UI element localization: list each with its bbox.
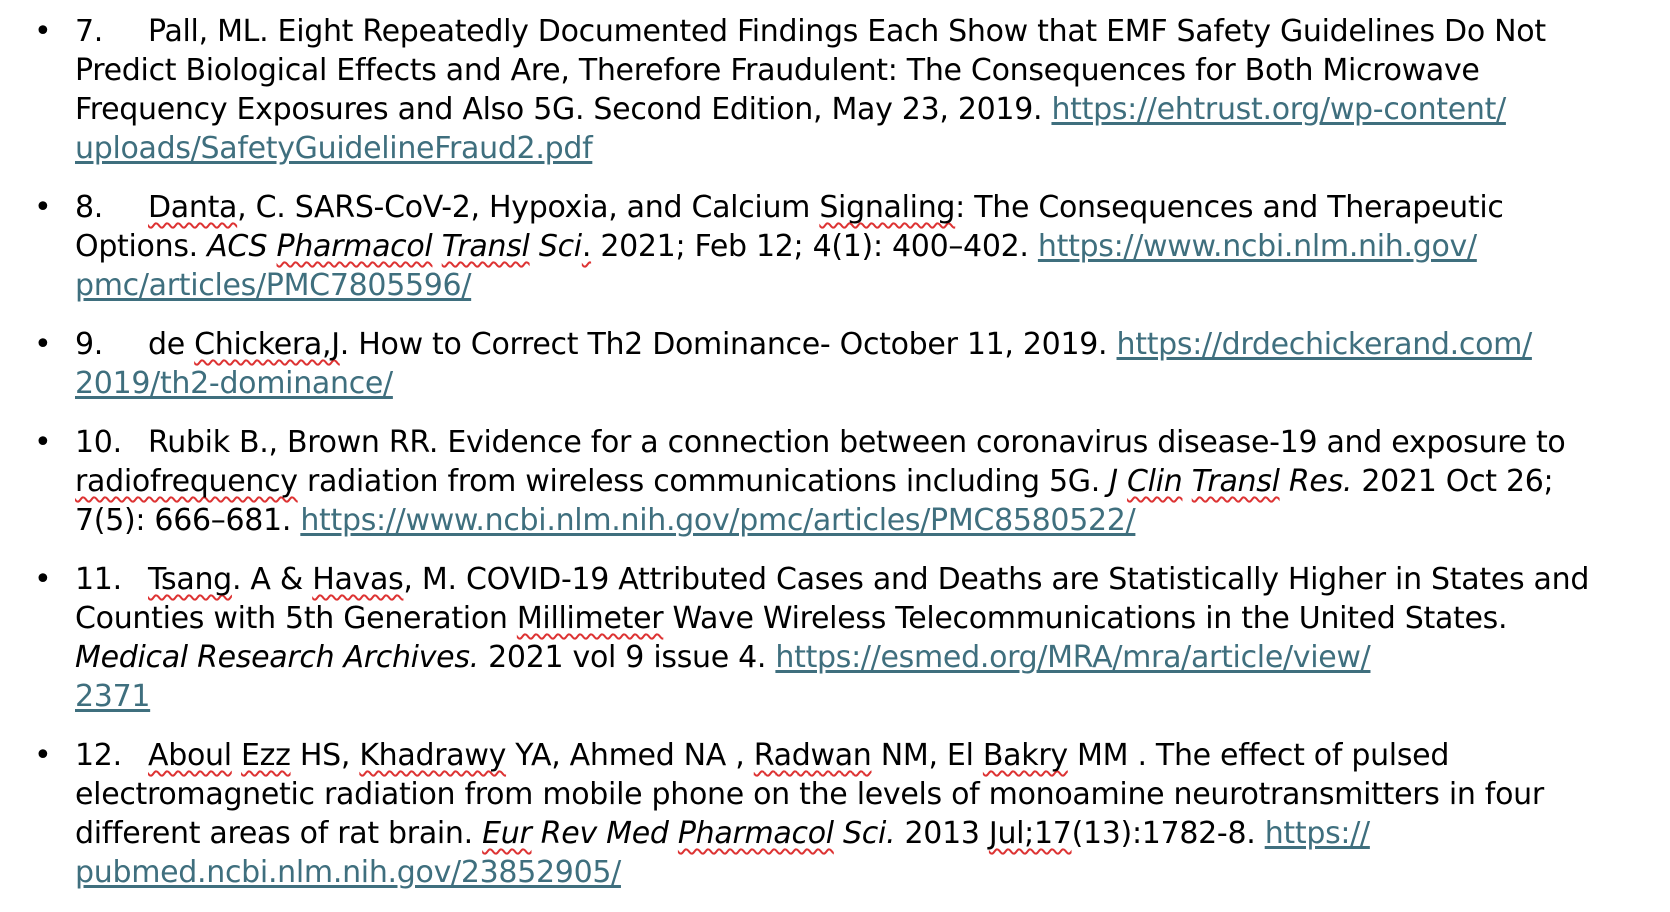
reference-text: , C. SARS-CoV-2, Hypoxia, and Calcium (237, 190, 820, 225)
reference-text: 2021; Feb 12; 4(1): 400–402. (591, 229, 1038, 264)
bullet-icon: • (34, 562, 52, 597)
reference-item-7 (0, 12, 1670, 168)
bullet-icon: • (34, 14, 52, 49)
reference-author: Ezz (241, 738, 291, 773)
reference-journal: J Clin Transl Res. (1109, 464, 1353, 499)
reference-link[interactable]: https://drdechickerand.com/ 2019/th2-dominance/ (75, 327, 1532, 401)
reference-text: Pall, ML. Eight Repeatedly Documented Findings Each Show that EMF Safety Guidelines Do Not Predict Biological Effects and Are, Therefore Fraudulent: The Consequences for Both Microwave Frequency Exposures and Also 5G. Second Edition, May 23, 2019. (75, 14, 1546, 127)
reference-text (232, 738, 241, 773)
reference-text: 2021 Oct 26; 7(5): 666–681. (75, 464, 1554, 538)
reference-text: (13):1782-8. (1071, 816, 1265, 851)
reference-author: Danta (148, 190, 238, 225)
reference-author: Havas (312, 562, 404, 597)
reference-item-8 (0, 188, 1670, 305)
reference-author: Aboul (148, 738, 232, 773)
reference-link[interactable]: https:// pubmed.ncbi.nlm.nih.gov/23852905/ (75, 816, 1370, 890)
reference-author: Chickera,J (194, 327, 340, 362)
reference-text: Jul;17 (988, 816, 1072, 851)
reference-item-11 (0, 560, 1670, 716)
reference-text: HS, (290, 738, 360, 773)
reference-journal: Medical Research Archives. (75, 640, 479, 675)
reference-link[interactable]: https://www.ncbi.nlm.nih.gov/pmc/articles/PMC8580522/ (300, 503, 1136, 538)
reference-item-10 (0, 423, 1670, 540)
reference-text: YA, Ahmed NA , (506, 738, 754, 773)
reference-text: 2013 (895, 816, 989, 851)
reference-journal: Eur Rev Med Pharmacol Sci. (482, 816, 896, 851)
reference-number: 8. (75, 190, 104, 225)
bullet-icon: • (34, 425, 52, 460)
reference-text: Millimeter (516, 601, 664, 636)
reference-number: 7. (75, 14, 104, 49)
reference-text: de (148, 327, 195, 362)
reference-author: Khadrawy (359, 738, 507, 773)
reference-text: : The Consequences and Therapeutic Options. (75, 190, 1504, 264)
reference-text: Signaling (819, 190, 956, 225)
reference-number: 9. (75, 327, 104, 362)
bullet-icon: • (34, 327, 52, 362)
reference-link[interactable]: https://ehtrust.org/wp-content/ uploads/SafetyGuidelineFraud2.pdf (75, 92, 1506, 166)
reference-item-9 (0, 325, 1670, 403)
reference-text: radiofrequency (75, 464, 298, 499)
reference-author: Radwan (753, 738, 872, 773)
bullet-icon: • (34, 738, 52, 773)
bullet-icon: • (34, 190, 52, 225)
reference-text: MM . The effect of pulsed electromagnetic radiation from mobile phone on the levels of monoamine neurotransmitters in four different areas of rat brain. (75, 738, 1544, 851)
reference-number: 12. (75, 738, 122, 773)
reference-text: . How to Correct Th2 Dominance- October 11, 2019. (339, 327, 1117, 362)
reference-list (0, 12, 1670, 912)
reference-author: Bakry (982, 738, 1068, 773)
reference-text: Wave Wireless Telecommunications in the United States. (663, 601, 1508, 636)
reference-text: 2021 vol 9 issue 4. (478, 640, 776, 675)
reference-text: . A & (231, 562, 313, 597)
reference-number: 11. (75, 562, 122, 597)
reference-text: radiation from wireless communications including 5G. (297, 464, 1110, 499)
reference-link[interactable]: https://www.ncbi.nlm.nih.gov/ pmc/articles/PMC7805596/ (75, 229, 1477, 303)
reference-text: , M. COVID-19 Attributed Cases and Deaths are Statistically Higher in States and Counties with 5th Generation (75, 562, 1590, 636)
reference-number: 10. (75, 425, 122, 460)
reference-author: Tsang (148, 562, 232, 597)
reference-text: . (581, 229, 592, 264)
reference-text: NM, El (871, 738, 983, 773)
reference-item-12 (0, 736, 1670, 892)
reference-link[interactable]: https://esmed.org/MRA/mra/article/view/ 2371 (75, 640, 1371, 714)
reference-text: Rubik B., Brown RR. Evidence for a connection between coronavirus disease-19 and exposure to (148, 425, 1566, 460)
reference-journal: ACS Pharmacol Transl Sci (207, 229, 582, 264)
